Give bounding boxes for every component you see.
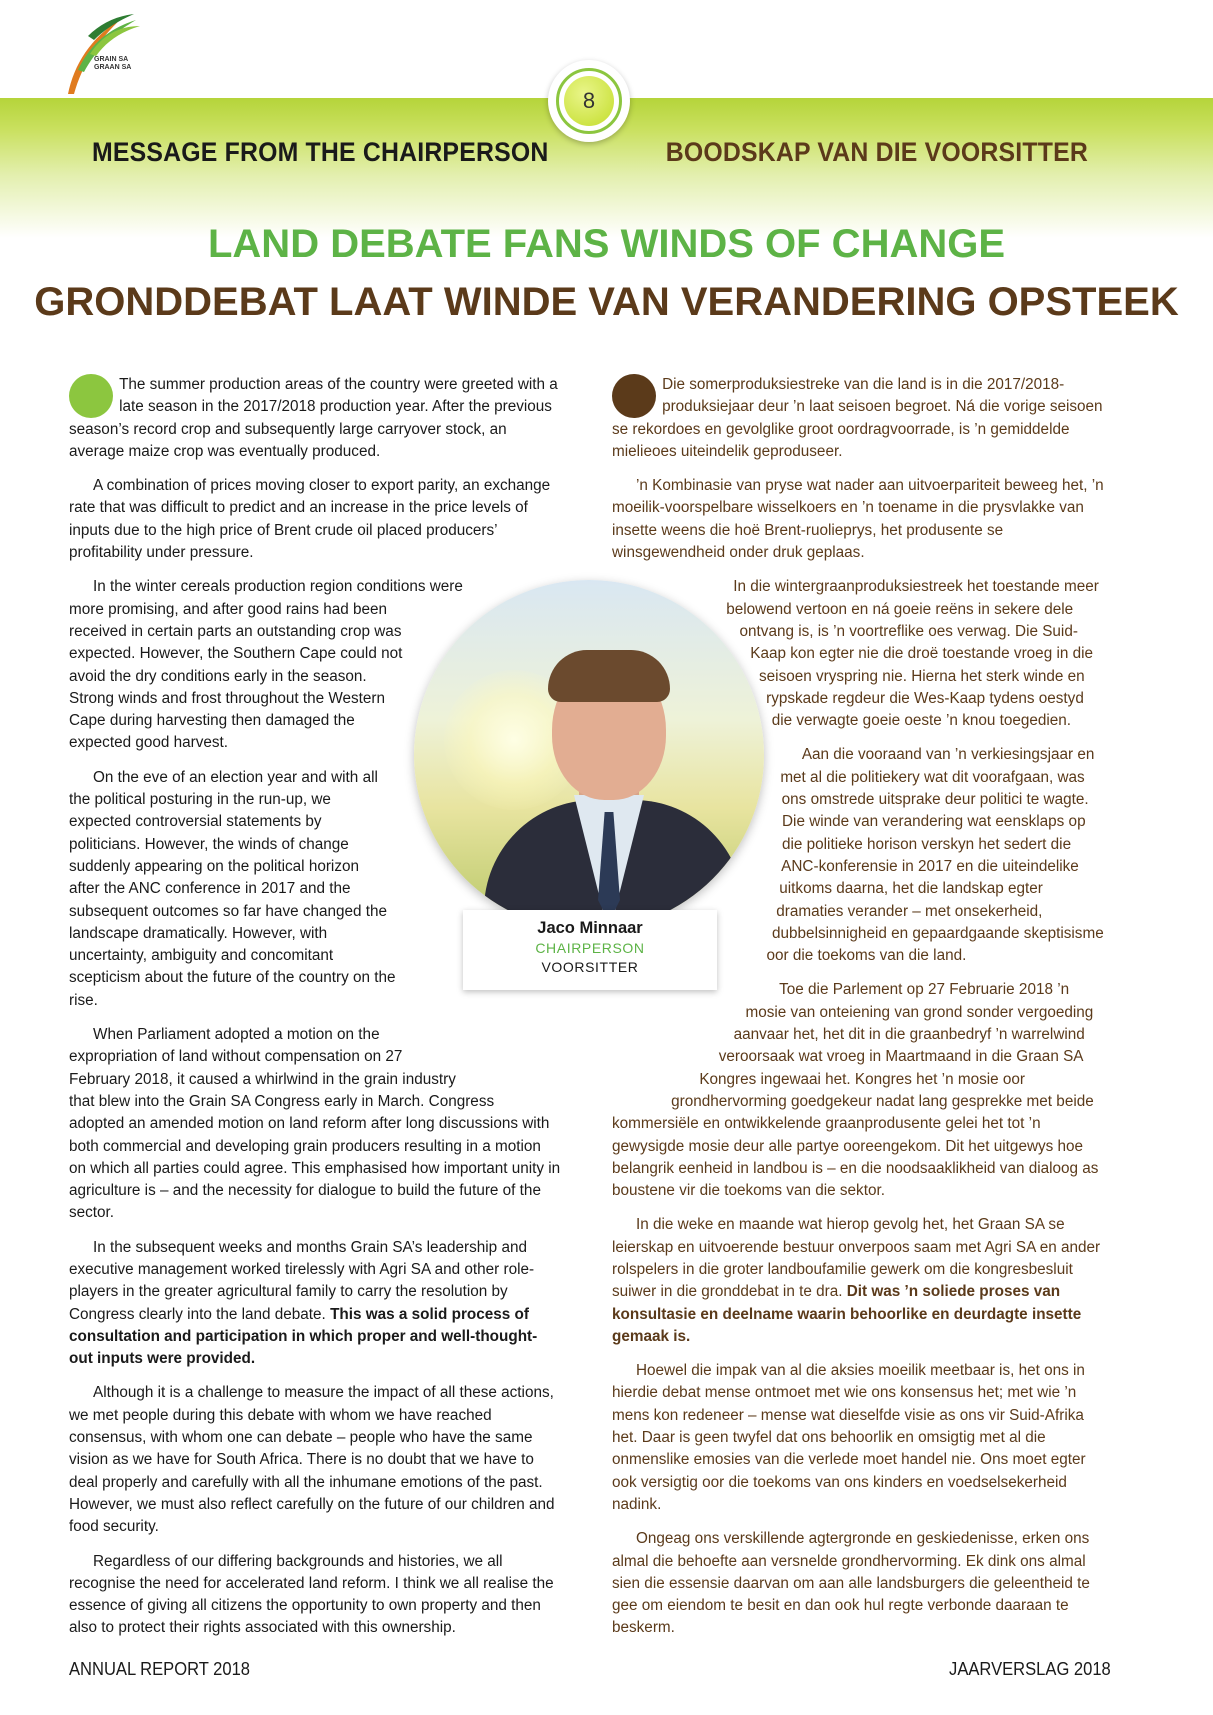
afrikaans-paragraph-1: Die somerproduksiestreke van die land is in die 2017/2018-produksiejaar deur ’n laat seisoen begroet. Ná die vorige seisoen se rekordoes en gevolglike groot oordragvoorrade, is ’n gemiddelde mielieoes uiteindelik geproduseer. xyxy=(612,376,1103,460)
afrikaans-paragraph-6-text: In die weke en maande wat hierop gevolg het, het Graan SA se leierskap en uitvoerende bestuur onverpoos saam met Agri SA en ander rolspelers in die groter landboufamilie gewerk om die kongresbesluit suiwer in die gronddebat in te dra. xyxy=(612,1216,1101,1301)
afrikaans-paragraph-5: Toe die Parlement op 27 Februarie 2018 ’n mosie van onteiening van grond sonder vergoeding aanvaar het, het dit in die graanbedryf ’n warrelwind veroorsaak wat vroeg in Maartmaand in die Graan SA Kongres ingewaai het. Kongres het ’n mosie oor grondhervorming goedgekeur nadat lang gesprekke met beide kommersiële en ontwikkelende graanprodusente gelei het tot ’n gewysigde mosie deur alle partye ooreengekom. Dit het uitgewys hoe belangrik eenheid in landbou is – en die noodsaaklikheid van dialoog as boustene vir die toekoms van die sektor. xyxy=(612,981,1099,1200)
afrikaans-paragraph-4: Aan die vooraand van ’n verkiesingsjaar en met al die politiekery wat dit voorafgaan, was ons omstrede uitsprake deur politici te wagte. Die winde van verandering wat eensklaps op die politieke horison verskyn het sedert die ANC-konferensie in 2017 en die uiteindelike uitkoms daarna, het die landskap egter dramaties verander – met onsekerheid, dubbelsinnigheid en gepaardgaande skeptisisme oor die toekoms van die land. xyxy=(766,746,1104,965)
english-paragraph-6 xyxy=(69,1237,561,1371)
paragraph-bullet-green xyxy=(69,374,113,418)
footer-annual-report: ANNUAL REPORT 2018 xyxy=(69,1659,251,1679)
afrikaans-paragraph-6-bold: Dit was ’n soliede proses van konsultasie en deelname waarin behoorlike en deurdagte insette gemaak is. xyxy=(612,1283,1082,1345)
afrikaans-paragraph-8: Ongeag ons verskillende agtergronde en geskiedenisse, erken ons almal die behoefte aan versnelde grondhervorming. Ek dink ons almal sien die essensie daarvan om aan alle landsburgers die geleentheid te gee om eiendom te besit en dan ook hul regte verbonde daaraan te beskerm. xyxy=(612,1530,1090,1637)
portrait-caption xyxy=(463,910,717,990)
page-badge-ring xyxy=(556,68,622,134)
page-number: 8 xyxy=(564,76,614,126)
afrikaans-paragraph-6 xyxy=(612,1214,1107,1348)
paragraph-bullet-brown xyxy=(612,374,656,418)
footer-jaarverslag: JAARVERSLAG 2018 xyxy=(949,1659,1111,1679)
section-title-afrikaans: BOODSKAP VAN DIE VOORSITTER xyxy=(665,137,1088,167)
english-paragraph-6-text: In the subsequent weeks and months Grain SA’s leadership and executive management worked tirelessly with Agri SA and other role-players in the greater agricultural family to carry the resolution by Congress clearly into the land debate. xyxy=(69,1238,535,1323)
caption-role-english: CHAIRPERSON xyxy=(535,940,645,956)
afrikaans-paragraph-2: ’n Kombinasie van pryse wat nader aan uitvoerpariteit beweeg het, ’n moeilik-voorspelbare wisselkoers en ’n toename in die prysvlakke van insette weens die hoë Brent-ruolieprys, het produsente se winsgewendheid onder druk geplaas. xyxy=(612,477,1104,562)
afrikaans-paragraph-3: In die wintergraanproduksiestreek het toestande meer belowend vertoon en ná goeie reëns in sekere dele ontvang is, is ’n voortreflike oes verwag. Die Suid-Kaap kon egter nie die droë toestande vroeg in die seisoen vryspring nie. Hierna het sterk winde en rypskade regdeur die Wes-Kaap tydens oestyd die verwagte goeie oeste ’n knou toegedien. xyxy=(726,578,1099,730)
headline-english: LAND DEBATE FANS WINDS OF CHANGE xyxy=(207,222,1006,266)
chairperson-portrait xyxy=(414,580,764,930)
portrait-hair xyxy=(548,650,670,702)
page-number-badge xyxy=(548,60,630,142)
english-paragraph-2: A combination of prices moving closer to export parity, an exchange rate that was difficult to predict and an increase in the price levels of inputs due to the high price of Brent crude oil placed producers’ profitability under pressure. xyxy=(69,477,551,562)
logo-line-2: GRAAN SA xyxy=(94,64,132,71)
english-paragraph-5: When Parliament adopted a motion on the expropriation of land without compensation on 27 February 2018, it caused a whirlwind in the grain industry that blew into the Grain SA Congress early in March. Congress adopted an amended motion on land reform after long discussions with both commercial and developing grain producers resulting in a motion on which all parties could agree. This emphasised how important unity in agriculture is – and the necessity for dialogue to build the future of the sector. xyxy=(69,1026,561,1222)
english-paragraph-1: The summer production areas of the country were greeted with a late season in the 2017/2018 production year. After the previous season’s record crop and subsequently large carryover stock, an average maize crop was eventually produced. xyxy=(69,376,558,460)
english-paragraph-6-bold: This was a solid process of consultation and participation in which proper and well-thought-out inputs were provided. xyxy=(69,1305,538,1368)
english-paragraph-7: Although it is a challenge to measure the impact of all these actions, we met people during this debate with whom we have reached consensus, with whom one can debate – people who have the same vision as we have for South Africa. There is no doubt that we have to deal properly and carefully with all the inhumane emotions of the past. However, we must also reflect carefully on the future of our children and food security. xyxy=(69,1384,555,1536)
afrikaans-column xyxy=(612,374,1107,1652)
english-paragraph-8: Regardless of our differing backgrounds and histories, we all recognise the need for accelerated land reform. I think we all realise the essence of giving all citizens the opportunity to own property and then also to protect their rights associated with this ownership. xyxy=(69,1552,554,1637)
caption-role-afrikaans: VOORSITTER xyxy=(541,959,639,975)
logo-line-1: GRAIN SA xyxy=(94,56,129,63)
grain-sa-logo xyxy=(60,10,144,96)
section-title-english: MESSAGE FROM THE CHAIRPERSON xyxy=(92,137,549,167)
english-paragraph-4: On the eve of an election year and with all the political posturing in the run-up, we expected controversial statements by politicians. However, the winds of change suddenly appearing on the political horizon after the ANC conference in 2017 and the subsequent outcomes so far have changed the landscape dramatically. However, with uncertainty, ambiguity and concomitant scepticism about the future of the country on the rise. xyxy=(69,768,396,1009)
english-paragraph-3: In the winter cereals production region conditions were more promising, and after good rains had been received in certain parts an outstanding crop was expected. However, the Southern Cape could not avoid the dry conditions early in the season. Strong winds and frost throughout the Western Cape during harvesting then damaged the expected good harvest. xyxy=(69,578,463,752)
english-column xyxy=(69,374,561,1652)
caption-name: Jaco Minnaar xyxy=(537,919,643,937)
logo-text xyxy=(94,56,131,72)
afrikaans-paragraph-7: Hoewel die impak van al die aksies moeilik meetbaar is, het ons in hierdie debat mense ontmoet met wie ons konsensus het; met wie ’n mens kon redeneer – mense wat dieselfde visie as ons vir Suid-Afrika het. Daar is geen twyfel dat ons behoorlik en omsigtig met al die onmenslike emosies van die verlede moet handel nie. Ons moet egter ook versigtig oor die toekoms van ons kinders en voedselsekerheid nadink. xyxy=(612,1362,1086,1513)
headline-afrikaans: GRONDDEBAT LAAT WINDE VAN VERANDERING OPSTEEK xyxy=(34,280,1179,324)
